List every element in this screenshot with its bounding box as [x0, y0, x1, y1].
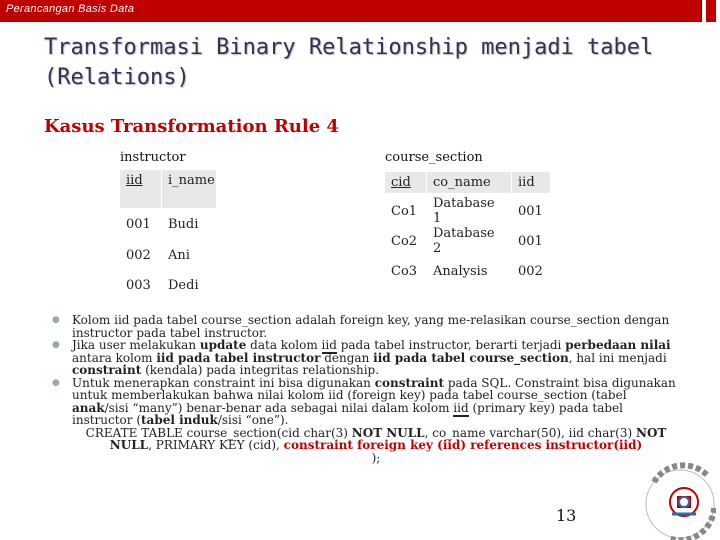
table-row [120, 270, 216, 300]
sql-statement: CREATE TABLE course_section(cid char(3) NOT NULL, co_name varchar(50), iid char(3) NOT NULL, PRIMARY KEY (cid), constraint foreign key (iid) references instructor(iid) ); [85, 425, 667, 465]
course-section-table-label: course_section [385, 150, 483, 165]
table-row [120, 240, 216, 270]
cell-i-name: Ani [168, 247, 190, 263]
cell-cid: Co1 [391, 203, 418, 219]
cell-iid: 001 [518, 233, 543, 249]
table-header-row [385, 168, 550, 196]
cell-i-name: Dedi [168, 277, 199, 293]
cell-cid: Co3 [391, 263, 418, 279]
cell-cid: Co2 [391, 233, 418, 249]
cell-co-name: Database 1 [433, 196, 495, 226]
page-number: 13 [556, 506, 577, 525]
bullet-item: ● Jika user melakukan update data kolom iid pada tabel instructor, berarti terjadi perbedaan nilai antara kolom iid pada tabel instructor dengan iid pada tabel course_section, hal ini menjadi constraint (kendala) pada integritas relationship. [52, 338, 671, 377]
cell-iid: 001 [126, 216, 151, 232]
instructor-table-label: instructor [120, 150, 186, 165]
cell-iid: 003 [126, 277, 151, 293]
column-header-iid: iid [120, 170, 162, 208]
table-row [120, 208, 216, 240]
bullet-dot-icon: ● [52, 340, 60, 350]
bullet-item: ● Kolom iid pada tabel course_section adalah foreign key, yang me-relasikan course_section dengan instructor pada tabel instructor. [52, 313, 670, 340]
bullet-item: ● Untuk menerapkan constraint ini bisa digunakan constraint pada SQL. Constraint bisa digunakan untuk memberlakukan bahwa nilai kolom iid (foreign key) pada tabel course_section (tabel anak/sisi “many”) benar-benar ada sebagai nilai dalam kolom iid (primary key) pada tabel instructor (tabel induk/sisi “one”). CREATE TABLE course_section(cid char(3) NOT NULL, co_name varchar(50), iid char(3) NOT NULL, PRIMARY KEY (cid), constraint foreign key (iid) references instructor(iid) ); [50, 377, 680, 465]
bullet-dot-icon: ● [52, 315, 60, 325]
bullet-list [50, 314, 680, 464]
cell-i-name: Budi [168, 216, 199, 232]
column-header-iid: iid [512, 172, 550, 193]
cell-iid: 002 [518, 263, 543, 279]
instructor-table [120, 170, 216, 300]
cell-co-name: Database 2 [433, 226, 495, 256]
course-name: Perancangan Basis Data [6, 3, 135, 15]
top-bar [0, 0, 720, 22]
bullet-dot-icon: ● [52, 377, 60, 388]
course-section-table [385, 168, 550, 286]
table-header-row [120, 170, 216, 208]
column-header-i-name: i_name [162, 170, 216, 208]
column-header-co-name: co_name [427, 172, 512, 193]
university-logo-icon [628, 452, 716, 540]
cell-iid: 001 [518, 203, 543, 219]
slide-title: Transformasi Binary Relationship menjadi tabel (Relations) [44, 35, 654, 90]
table-row [385, 196, 550, 226]
slide-subtitle: Kasus Transformation Rule 4 [44, 116, 339, 137]
column-header-cid: cid [385, 172, 427, 193]
cell-iid: 002 [126, 247, 151, 263]
cell-co-name: Analysis [433, 263, 488, 279]
table-row [385, 226, 550, 256]
top-bar-tab [701, 0, 720, 22]
table-row [385, 256, 550, 286]
